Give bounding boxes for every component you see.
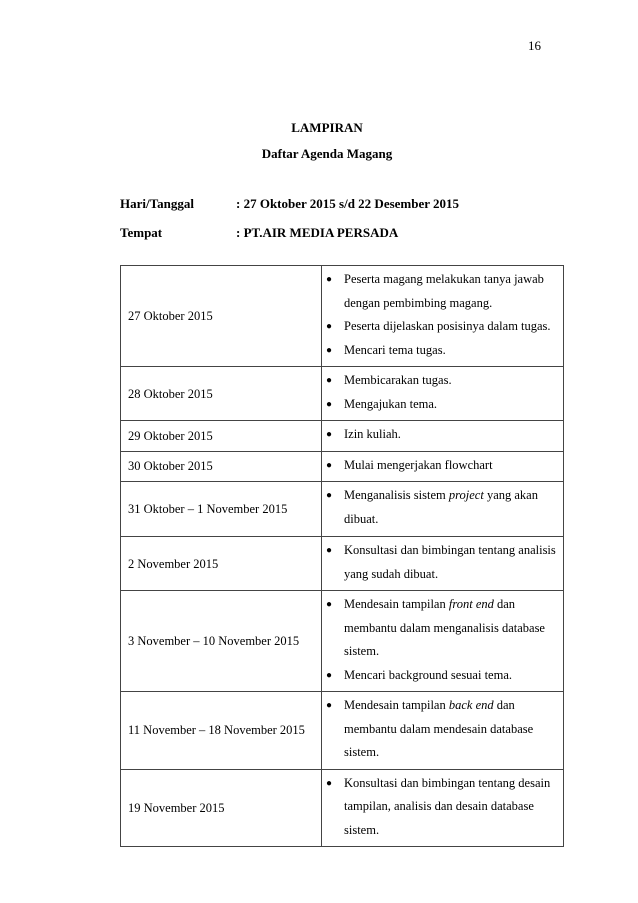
- bullet-icon: ●: [326, 545, 333, 556]
- bullet-icon: ●: [326, 321, 333, 332]
- task-text: yang akan dibuat.: [344, 488, 538, 526]
- bullet-icon: ●: [326, 459, 333, 471]
- task-text: dan membantu dalam menganalisis database sistem.: [344, 597, 545, 658]
- bullet-icon: ●: [326, 669, 333, 681]
- meta-date-label: Hari/Tanggal: [120, 196, 194, 211]
- task-text: Mulai mengerjakan flowchart: [344, 457, 493, 472]
- agenda-tasks-cell: [322, 769, 564, 847]
- agenda-tasks-cell: [322, 451, 564, 482]
- agenda-date: 29 Oktober 2015: [128, 428, 213, 443]
- list-item: [322, 369, 557, 393]
- task-text: Konsultasi dan bimbingan tentang analisis yang sudah dibuat.: [344, 543, 556, 581]
- list-item: [322, 664, 557, 688]
- task-emphasis: front end: [448, 597, 494, 611]
- bullet-icon: ●: [326, 274, 333, 285]
- task-text: Menganalisis sistem: [344, 488, 449, 502]
- list-item: [322, 454, 557, 478]
- agenda-date-cell: [121, 266, 322, 367]
- agenda-date: 11 November – 18 November 2015: [128, 723, 305, 738]
- agenda-date: 3 November – 10 November 2015: [128, 634, 300, 648]
- table-row: [121, 692, 564, 770]
- task-text: Mendesain tampilan: [344, 597, 449, 611]
- task-text: Membicarakan tugas.: [344, 373, 452, 387]
- list-item: [322, 539, 557, 586]
- meta-place-value: : PT.AIR MEDIA PERSADA: [236, 225, 399, 240]
- agenda-date: 28 Oktober 2015: [128, 386, 213, 401]
- agenda-table: [120, 265, 564, 847]
- bullet-icon: ●: [326, 398, 333, 410]
- agenda-tasks-cell: [322, 421, 564, 452]
- list-item: [322, 315, 557, 339]
- bullet-icon: ●: [326, 777, 333, 789]
- task-text: Mencari tema tugas.: [344, 342, 446, 357]
- agenda-tasks-cell: [322, 266, 564, 367]
- task-text: Mencari background sesuai tema.: [344, 667, 512, 682]
- task-list: [322, 369, 557, 416]
- list-item: [322, 694, 557, 765]
- agenda-date: 19 November 2015: [128, 800, 225, 815]
- table-row: [121, 537, 564, 591]
- list-item: [322, 268, 557, 315]
- list-item: [322, 423, 557, 447]
- agenda-date-cell: [121, 537, 322, 591]
- task-list: [322, 694, 557, 765]
- task-list: [322, 484, 557, 531]
- bullet-icon: ●: [326, 429, 333, 440]
- task-list: [322, 454, 557, 478]
- table-row: [121, 769, 564, 847]
- bullet-icon: ●: [326, 599, 333, 610]
- task-list: [322, 539, 557, 586]
- bullet-icon: ●: [326, 375, 333, 386]
- table-row: [121, 266, 564, 367]
- agenda-tasks-cell: [322, 482, 564, 537]
- agenda-date-cell: [121, 421, 322, 452]
- agenda-date-cell: [121, 692, 322, 770]
- list-item: [322, 339, 557, 363]
- agenda-tasks-cell: [322, 591, 564, 692]
- bullet-icon: ●: [326, 700, 333, 711]
- page-number: 16: [528, 38, 541, 53]
- agenda-date-cell: [121, 482, 322, 537]
- document-title: LAMPIRAN: [291, 120, 363, 135]
- meta-date-value: : 27 Oktober 2015 s/d 22 Desember 2015: [236, 196, 460, 211]
- agenda-date: 30 Oktober 2015: [128, 459, 213, 474]
- agenda-date-cell: [121, 451, 322, 482]
- task-list: [322, 772, 557, 843]
- meta-place-label: Tempat: [120, 225, 163, 240]
- agenda-date-cell: [121, 591, 322, 692]
- agenda-tasks-cell: [322, 367, 564, 421]
- table-row: [121, 451, 564, 482]
- table-row: [121, 367, 564, 421]
- list-item: [322, 484, 557, 531]
- table-row: [121, 421, 564, 452]
- list-item: [322, 593, 557, 664]
- bullet-icon: ●: [326, 344, 333, 356]
- agenda-date: 2 November 2015: [128, 556, 219, 571]
- task-text: Izin kuliah.: [344, 427, 401, 441]
- agenda-tasks-cell: [322, 537, 564, 591]
- document-subtitle: Daftar Agenda Magang: [261, 146, 393, 161]
- task-text: dan membantu dalam mendesain database sistem.: [344, 698, 534, 759]
- agenda-tasks-cell: [322, 692, 564, 770]
- list-item: [322, 772, 557, 843]
- task-list: [322, 593, 557, 687]
- task-text: Peserta dijelaskan posisinya dalam tugas.: [344, 319, 551, 333]
- task-list: [322, 423, 557, 447]
- task-emphasis: back end: [448, 698, 494, 712]
- agenda-date: 31 Oktober – 1 November 2015: [128, 502, 288, 516]
- agenda-table-body: [121, 266, 564, 847]
- agenda-date-cell: [121, 769, 322, 847]
- table-row: [121, 591, 564, 692]
- task-text: Peserta magang melakukan tanya jawab dengan pembimbing magang.: [344, 272, 544, 310]
- table-row: [121, 482, 564, 537]
- task-text: Mengajukan tema.: [344, 396, 438, 411]
- task-list: [322, 268, 557, 362]
- list-item: [322, 393, 557, 417]
- bullet-icon: ●: [326, 490, 333, 501]
- agenda-date: 27 Oktober 2015: [128, 309, 213, 323]
- task-text: Konsultasi dan bimbingan tentang desain tampilan, analisis dan desain database sistem.: [344, 775, 551, 837]
- agenda-date-cell: [121, 367, 322, 421]
- task-emphasis: project: [448, 488, 484, 502]
- task-text: Mendesain tampilan: [344, 698, 449, 712]
